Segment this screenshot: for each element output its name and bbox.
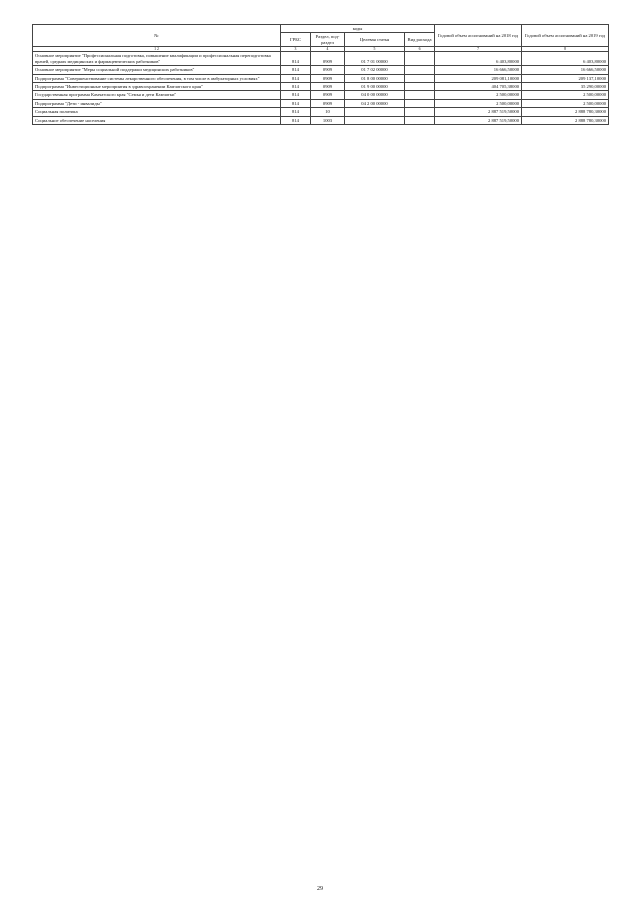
row-grbs-cell: 814	[281, 52, 311, 66]
row-name-cell: Социальная политика	[33, 108, 281, 116]
column-index-cell: 1 2	[33, 47, 281, 52]
row-grbs-cell: 814	[281, 108, 311, 116]
row-year1-cell: 16 666,50000	[435, 66, 522, 74]
header-grbs: ГРБС	[281, 33, 311, 47]
row-section-cell: 0909	[311, 74, 345, 82]
row-grbs-cell: 814	[281, 66, 311, 74]
row-vr-cell	[405, 116, 435, 124]
row-grbs-cell: 814	[281, 74, 311, 82]
row-section-cell: 0909	[311, 99, 345, 107]
row-csr-cell: 01 8 00 00000	[345, 74, 405, 82]
row-section-cell: 10	[311, 108, 345, 116]
row-year1-cell: 2 500,00000	[435, 99, 522, 107]
row-section-cell: 0909	[311, 83, 345, 91]
row-section-cell: 0909	[311, 91, 345, 99]
table-body	[33, 47, 609, 125]
row-csr-cell	[345, 116, 405, 124]
row-grbs-cell: 814	[281, 91, 311, 99]
row-csr-cell: 01 7 01 00000	[345, 52, 405, 66]
row-vr-cell	[405, 108, 435, 116]
row-name-cell: Государственная программа Камчатского края "Семья и дети Камчатки"	[33, 91, 281, 99]
budget-table-page	[32, 24, 608, 125]
column-index-cell: 7	[435, 47, 522, 52]
row-vr-cell	[405, 99, 435, 107]
budget-table	[32, 24, 609, 125]
column-index-cell: 4	[311, 47, 345, 52]
row-name-cell: Социальное обеспечение населения	[33, 116, 281, 124]
row-year1-cell: 2 887 519,50000	[435, 108, 522, 116]
row-year1-cell: 404 705,38000	[435, 83, 522, 91]
row-grbs-cell: 814	[281, 83, 311, 91]
column-index-cell: 5	[345, 47, 405, 52]
table-row	[33, 83, 609, 91]
row-name-cell: Основное мероприятие "Профессиональная подготовка, повышение квалификации и профессиональная переподготовка врачей, средних медицинских и фармацевтических работников"	[33, 52, 281, 66]
row-section-cell: 0909	[311, 52, 345, 66]
row-csr-cell: 01 9 00 00000	[345, 83, 405, 91]
table-row	[33, 116, 609, 124]
row-section-cell: 0909	[311, 66, 345, 74]
row-name-cell: Основное мероприятие "Меры социальной поддержки медицинских работников"	[33, 66, 281, 74]
row-vr-cell	[405, 83, 435, 91]
row-year1-cell: 6 403,80000	[435, 52, 522, 66]
column-index-cell: 3	[281, 47, 311, 52]
header-row-top	[33, 25, 609, 33]
row-year2-cell: 35 290,00000	[522, 83, 609, 91]
row-year1-cell: 209 081,10000	[435, 74, 522, 82]
header-year1: Годовой объем ассигнований на 2018 год	[435, 25, 522, 47]
table-row	[33, 108, 609, 116]
row-name-cell: Подпрограмма "Дети - инвалиды"	[33, 99, 281, 107]
row-year2-cell: 2 888 780,30000	[522, 116, 609, 124]
table-row	[33, 52, 609, 66]
row-year1-cell: 2 500,00000	[435, 91, 522, 99]
row-vr-cell	[405, 52, 435, 66]
row-csr-cell: 01 7 02 00000	[345, 66, 405, 74]
row-vr-cell	[405, 74, 435, 82]
header-section: Раздел, под-раздел	[311, 33, 345, 47]
header-vr: Вид расхода	[405, 33, 435, 47]
row-year2-cell: 6 403,80000	[522, 52, 609, 66]
header-codes-group: коды	[281, 25, 435, 33]
row-year2-cell: 16 666,50000	[522, 66, 609, 74]
row-csr-cell	[345, 108, 405, 116]
header-year2: Годовой объем ассигнований на 2019 год	[522, 25, 609, 47]
row-csr-cell: 04 2 00 00000	[345, 99, 405, 107]
row-year1-cell: 2 887 519,50000	[435, 116, 522, 124]
row-name-cell: Подпрограмма "Совершенствование системы лекарственного обеспечения, в том числе в амбулаторных условиях"	[33, 74, 281, 82]
row-grbs-cell: 814	[281, 99, 311, 107]
row-year2-cell: 209 137,10000	[522, 74, 609, 82]
row-year2-cell: 2 888 780,30000	[522, 108, 609, 116]
row-vr-cell	[405, 91, 435, 99]
table-row	[33, 99, 609, 107]
header-number: №	[33, 25, 281, 47]
row-csr-cell: 04 0 00 00000	[345, 91, 405, 99]
table-row	[33, 74, 609, 82]
column-index-cell: 8	[522, 47, 609, 52]
table-row	[33, 91, 609, 99]
table-row	[33, 66, 609, 74]
row-year2-cell: 2 500,00000	[522, 91, 609, 99]
row-vr-cell	[405, 66, 435, 74]
column-index-cell: 6	[405, 47, 435, 52]
page-number: 29	[317, 886, 323, 892]
row-grbs-cell: 814	[281, 116, 311, 124]
row-year2-cell: 2 500,00000	[522, 99, 609, 107]
row-name-cell: Подпрограмма "Инвестиционные мероприятия в здравоохранении Камчатского края"	[33, 83, 281, 91]
header-csr: Целевая статья	[345, 33, 405, 47]
row-section-cell: 1003	[311, 116, 345, 124]
